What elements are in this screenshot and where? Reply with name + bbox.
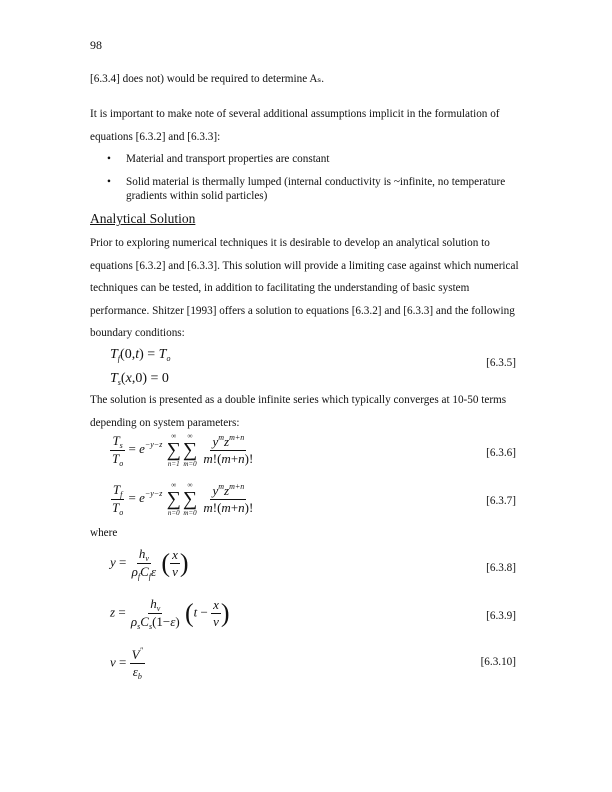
boundary-condition-solid: $T_s(x,0) = 0$ (110, 371, 169, 387)
equation-number: [6.3.7] (486, 495, 516, 507)
paragraph-assumptions: It is important to make note of several additional assumptions implicit in the formulation of equations [6.3.2] and [6.3.3]: (90, 108, 500, 143)
paragraph-analytical: Prior to exploring numerical techniques it is desirable to develop an analytical solution to equations [6.3.2] and [6.3.3]. This solution will provide a limiting case against which numerical techniques can be tested, in addition to facilitating the understanding of basic system performance. Shitzer [1993] offers a solution to equations [6.3.2] and [6.3.3] and the following boundary conditions: (90, 237, 519, 340)
page-number: 98 (90, 38, 102, 52)
equation-6-3-5 (110, 345, 170, 393)
list-item-text: Material and transport properties are constant (126, 153, 330, 165)
equation-number: [6.3.10] (480, 656, 516, 668)
equation-6-3-6: $\frac{T_s}{T_o}$ = $e^{-y-z}$ ∞ ∑ n=1 ∞ ∑ m=0 $\frac{y^mz^{m+n}}{m!(m+n)!}$ (112, 432, 254, 468)
equation-number: [6.3.9] (486, 610, 516, 622)
list-item-text: Solid material is thermally lumped (internal conductivity is ~infinite, no temperature gradients within solid particles) (126, 176, 506, 202)
equation-number: [6.3.8] (486, 562, 516, 574)
equation-6-3-8: y = $\frac{h_v}{\rho_fC_f\varepsilon}$ ( $\frac{x}{v}$ ) (110, 546, 189, 581)
bullet-icon: • (107, 176, 111, 188)
equation-6-3-10: v = $\frac{V''}{\varepsilon_b}$ (110, 646, 143, 681)
assumption-list (90, 152, 522, 212)
boundary-condition-fluid: $T_f(0,t) = T_o$ (110, 347, 171, 363)
paragraph-series: The solution is presented as a double infinite series which typically converges at 10-50 terms depending on system parameters: (90, 394, 507, 429)
bullet-icon: • (107, 153, 111, 165)
list-item (90, 152, 522, 166)
equation-6-3-9: z = $\frac{h_v}{\rho_sC_s(1-\varepsilon)}$ (t − $\frac{x}{v}$ ) (110, 596, 230, 631)
section-heading: Analytical Solution (90, 211, 196, 226)
paragraph-continuation: [6.3.4] does not) would be required to determine Aₛ. (90, 73, 324, 85)
where-label: where (90, 527, 118, 539)
list-item (90, 175, 522, 203)
equation-number: [6.3.6] (486, 447, 516, 459)
equation-6-3-7: $\frac{T_f}{T_o}$ = $e^{-y-z}$ ∞ ∑ n=0 ∞ ∑ m=0 $\frac{y^mz^{m+n}}{m!(m+n)!}$ (112, 481, 254, 517)
equation-number: [6.3.5] (486, 357, 516, 369)
